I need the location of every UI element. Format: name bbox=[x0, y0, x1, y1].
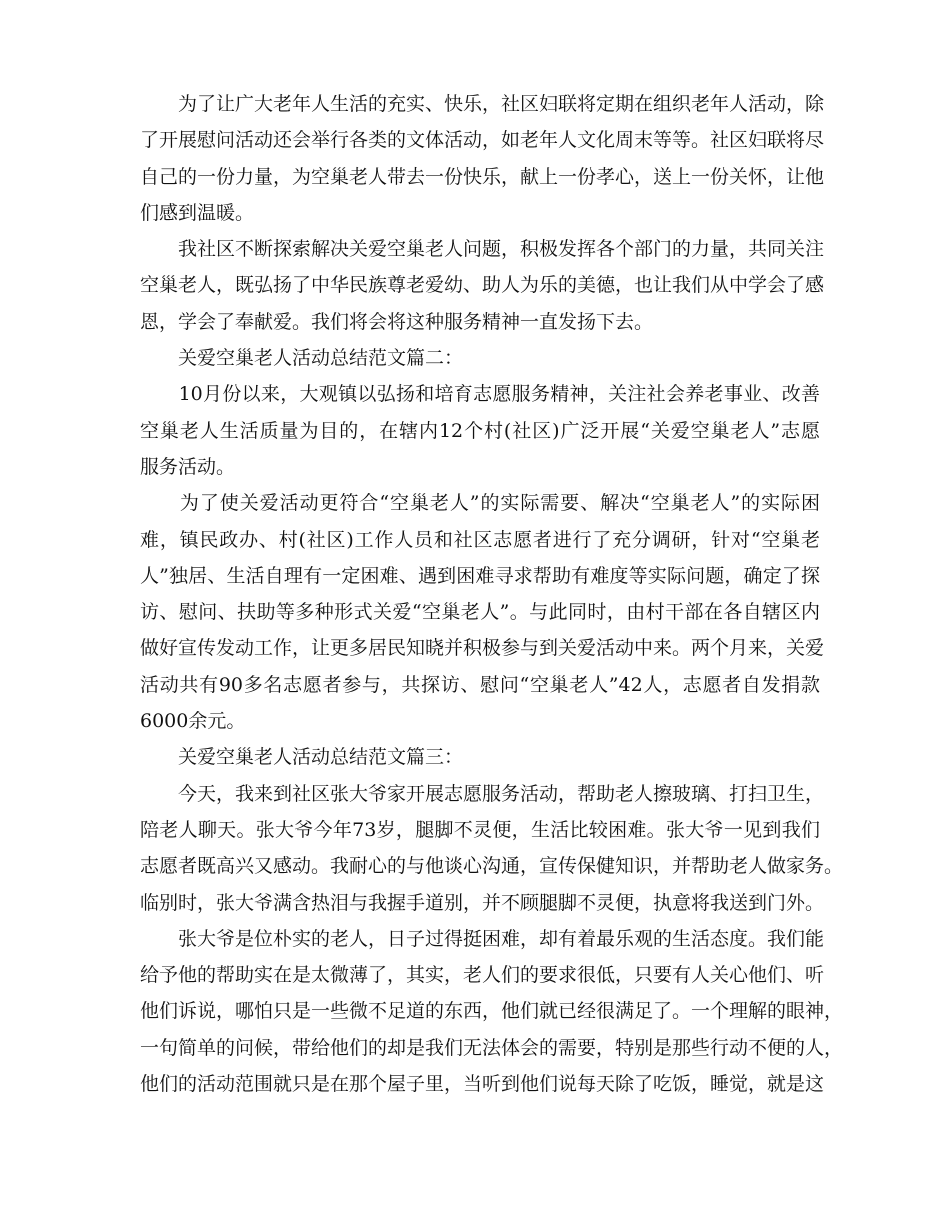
text-line: 10月份以来，大观镇以弘扬和培育志愿服务精神，关注社会养老事业、改善 bbox=[140, 383, 820, 406]
text-line: 服务活动。 bbox=[140, 455, 236, 478]
text-line: 他们的活动范围就只是在那个屋子里，当听到他们说每天除了吃饭，睡觉，就是这 bbox=[140, 1073, 825, 1096]
text-line: 人”独居、生活自理有一定困难、遇到困难寻求帮助有难度等实际问题，确定了探 bbox=[140, 564, 820, 587]
paragraph bbox=[140, 376, 820, 485]
text-line: 关爱空巢老人活动总结范文篇三： bbox=[140, 746, 464, 769]
text-line: 张大爷是位朴实的老人，日子过得挺困难，却有着最乐观的生活态度。我们能 bbox=[140, 927, 825, 950]
text-line: 关爱空巢老人活动总结范文篇二： bbox=[140, 347, 464, 370]
paragraph bbox=[140, 86, 825, 231]
text-line: 们感到温暖。 bbox=[140, 201, 255, 224]
text-line: 做好宣传发动工作，让更多居民知晓并积极参与到关爱活动中来。两个月来，关爱 bbox=[140, 637, 825, 660]
text-line: 志愿者既高兴又感动。我耐心的与他谈心沟通，宣传保健知识，并帮助老人做家务。 bbox=[140, 855, 844, 878]
text-line: 今天，我来到社区张大爷家开展志愿服务活动，帮助老人擦玻璃、打扫卫生， bbox=[140, 782, 825, 805]
paragraph bbox=[140, 231, 825, 340]
text-line: 一句简单的问候，带给他们的却是我们无法体会的需要，特别是那些行动不便的人， bbox=[140, 1036, 844, 1059]
text-line: 自己的一份力量，为空巢老人带去一份快乐，献上一份孝心，送上一份关怀，让他 bbox=[140, 165, 825, 188]
text-line: 了开展慰问活动还会举行各类的文体活动，如老年人文化周末等等。社区妇联将尽 bbox=[140, 129, 825, 152]
document-page bbox=[140, 86, 844, 1102]
document-body bbox=[140, 86, 844, 1102]
text-line: 我社区不断探索解决关爱空巢老人问题，积极发挥各个部门的力量，共同关注 bbox=[140, 238, 825, 261]
paragraph bbox=[140, 485, 825, 739]
text-line: 6000余元。 bbox=[140, 710, 246, 733]
text-line: 他们诉说，哪怕只是一些微不足道的东西，他们就已经很满足了。一个理解的眼神， bbox=[140, 1000, 844, 1023]
text-line: 陪老人聊天。张大爷今年73岁，腿脚不灵便，生活比较困难。张大爷一见到我们 bbox=[140, 818, 820, 841]
paragraph bbox=[140, 776, 844, 921]
text-line: 恩，学会了奉献爱。我们将会将这种服务精神一直发扬下去。 bbox=[140, 310, 654, 333]
text-line: 空巢老人生活质量为目的，在辖内12个村(社区)广泛开展“关爱空巢老人”志愿 bbox=[140, 419, 820, 442]
paragraph bbox=[140, 739, 820, 775]
text-line: 为了使关爱活动更符合“空巢老人”的实际需要、解决“空巢老人”的实际困 bbox=[140, 492, 820, 515]
text-line: 活动共有90多名志愿者参与，共探访、慰问“空巢老人”42人，志愿者自发捐款 bbox=[140, 673, 820, 696]
text-line: 空巢老人，既弘扬了中华民族尊老爱幼、助人为乐的美德，也让我们从中学会了感 bbox=[140, 274, 825, 297]
text-line: 临别时，张大爷满含热泪与我握手道别，并不顾腿脚不灵便，执意将我送到门外。 bbox=[140, 891, 825, 914]
text-line: 难，镇民政办、村(社区)工作人员和社区志愿者进行了充分调研，针对“空巢老 bbox=[140, 528, 820, 551]
text-line: 为了让广大老年人生活的充实、快乐，社区妇联将定期在组织老年人活动，除 bbox=[140, 93, 825, 115]
text-line: 访、慰问、扶助等多种形式关爱“空巢老人”。与此同时，由村干部在各自辖区内 bbox=[140, 601, 820, 624]
paragraph bbox=[140, 340, 820, 376]
text-line: 给予他的帮助实在是太微薄了，其实，老人们的要求很低，只要有人关心他们、听 bbox=[140, 964, 825, 987]
paragraph bbox=[140, 921, 844, 1102]
